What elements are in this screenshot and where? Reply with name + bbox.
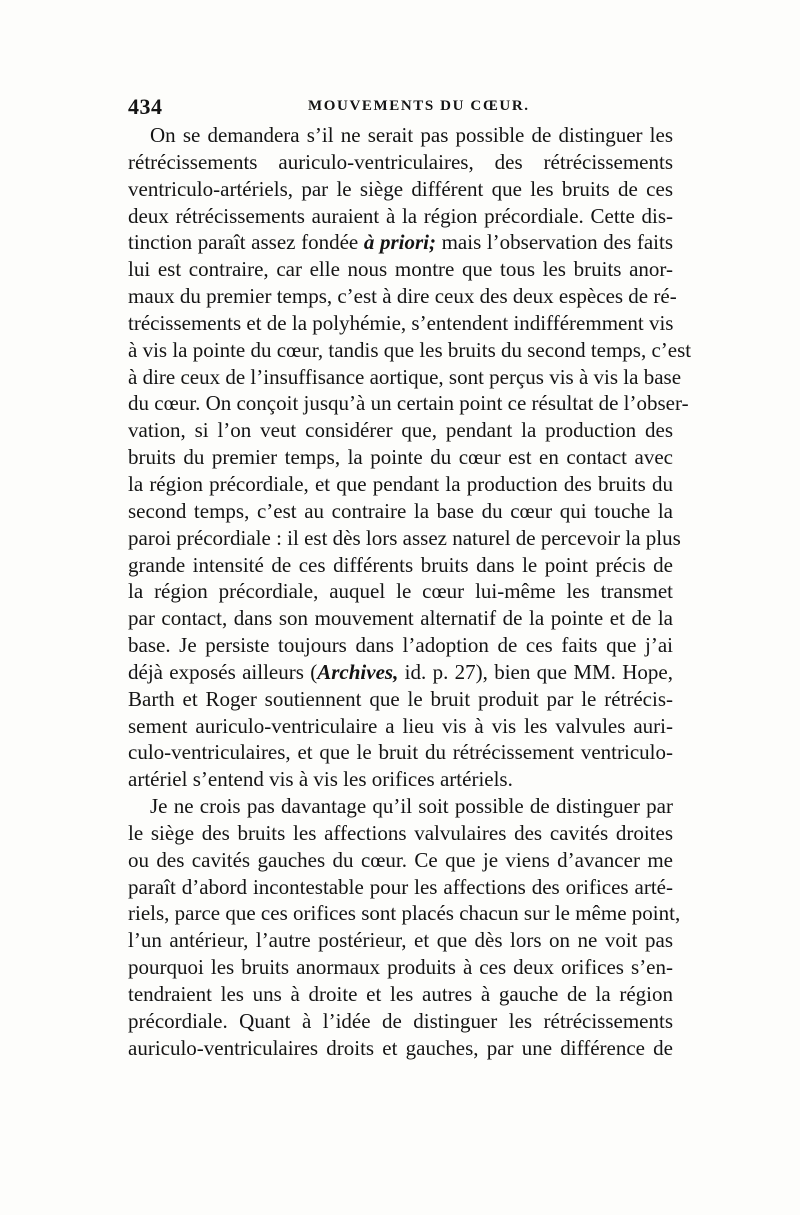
text-line: base. Je persiste toujours dans l’adoption de ces faits que j’ai [128,633,673,658]
text-line: Je ne crois pas davantage qu’il soit possible de distinguer par [150,794,673,819]
text-line: paraît d’abord incontestable pour les affections des orifices arté- [128,874,673,899]
text-line: par contact, dans son mouvement alternatif de la pointe et de la [128,606,673,631]
text-line: riels, parce que ces orifices sont placés chacun sur le même point, [128,901,681,926]
text-line: ou des cavités gauches du cœur. Ce que je viens d’avancer me [128,847,673,872]
text-line: tendraient les uns à droite et les autres à gauche de la région [128,982,673,1006]
text-line: vation, si l’on veut considérer que, pendant la production des [128,418,673,443]
italic-phrase: à priori; [363,230,436,255]
text-line: grande intensité de ces différents bruits dans le point précis de [128,552,673,577]
text-segment: tinction paraît assez fondée [128,230,359,255]
text-line: à dire ceux de l’insuffisance aortique, sont perçus vis à vis la base [128,364,682,389]
text-line: sement auriculo-ventriculaire a lieu vis à vis les valvules auri- [128,713,673,738]
text-line: Barth et Roger soutiennent que le bruit produit par le rétrécis- [128,686,673,711]
text-line: bruits du premier temps, la pointe du cœur est en contact avec [128,445,673,470]
text-line [128,229,673,256]
text-line: artériel s’entend vis à vis les orifices artériels. [128,767,513,792]
text-line: précordiale. Quant à l’idée de distinguer les rétrécissements [128,1008,673,1033]
text-line: ventriculo-artériels, par le siège différent que les bruits de ces [128,176,673,201]
text-line: On se demandera s’il ne serait pas possible de distinguer les [150,123,673,147]
text-line: du cœur. On conçoit jusqu’à un certain point ce résultat de l’obser- [128,391,689,416]
running-title: MOUVEMENTS DU CŒUR. [308,98,530,114]
running-head [128,94,673,118]
text-line: paroi précordiale : il est dès lors assez naturel de percevoir la plus [128,525,681,550]
text-line: le siège des bruits les affections valvulaires des cavités droites [128,820,673,845]
text-line: rétrécissements auriculo-ventriculaires, des rétrécissements [128,149,673,174]
text-segment: id. p. 27), bien que MM. Hope, [398,659,673,684]
text-line: la région précordiale, et que pendant la production des bruits du [128,471,673,496]
text-line [128,659,673,686]
text-line: trécissements et de la polyhémie, s’entendent indifféremment vis [128,310,674,335]
text-line: lui est contraire, car elle nous montre que tous les bruits anor- [128,257,673,282]
text-segment: mais l’observation des faits [441,230,674,255]
text-segment: déjà exposés ailleurs ( [128,659,318,684]
italic-phrase: Archives, [317,659,399,684]
text-line: la région précordiale, auquel le cœur lui-même les transmet [128,579,673,604]
text-line: pourquoi les bruits anormaux produits à ces deux orifices s’en- [128,955,673,980]
body-text [128,122,692,1062]
text-line: second temps, c’est au contraire la base du cœur qui touche la [128,498,673,523]
text-line: culo-ventriculaires, et que le bruit du rétrécissement ventriculo- [128,740,673,765]
text-line: l’un antérieur, l’autre postérieur, et que dès lors on ne voit pas [128,928,673,953]
text-line: à vis la pointe du cœur, tandis que les bruits du second temps, c’est [128,337,692,362]
text-line: auriculo-ventriculaires droits et gauches, par une différence de [128,1035,673,1060]
text-line: maux du premier temps, c’est à dire ceux des deux espèces de ré- [128,284,677,309]
page-number: 434 [128,94,163,119]
text-line: deux rétrécissements auraient à la région précordiale. Cette dis- [128,203,673,228]
